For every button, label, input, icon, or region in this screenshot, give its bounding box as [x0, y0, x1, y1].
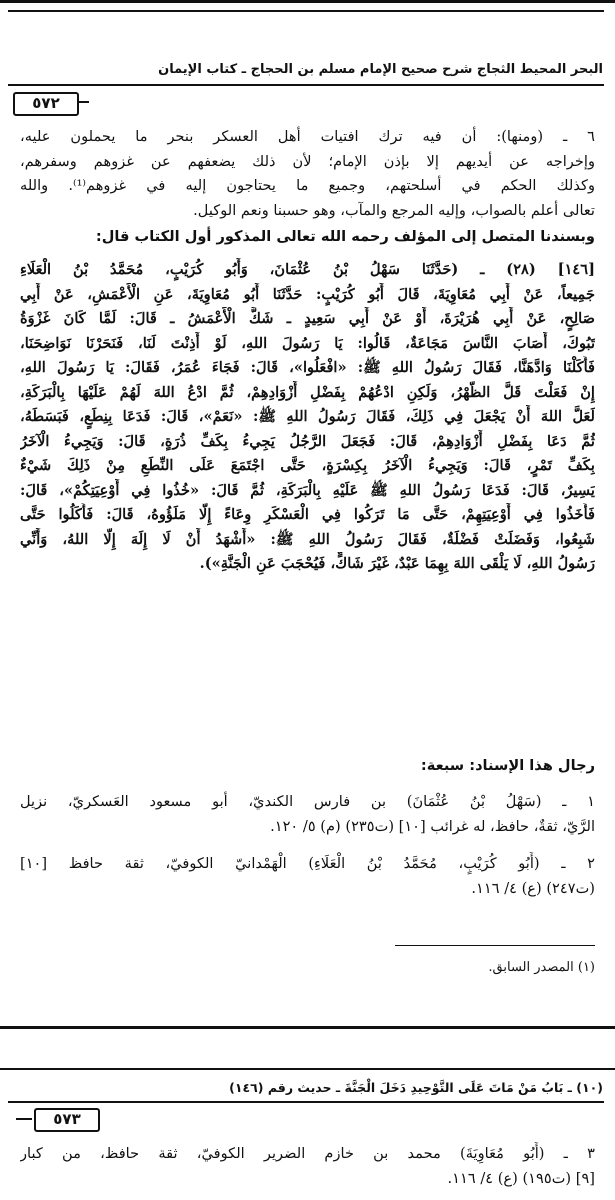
hadith-line: لَعَلَّ اللهَ أَنْ يَجْعَلَ فِي ذَلِكَ، فَقَالَ رَسُولُ اللهِ ﷺ: «نَعَمْ»، قَالَ: فَدَعَا بِنِطَعٍ، فَبَسَطَهُ،	[20, 408, 595, 425]
hadith-line: رَسُولُ اللهِ، لَا يَلْقَى اللهَ بِهِمَا عَبْدٌ، غَيْرَ شَاكٍّ، فَيُحْجَبَ عَنِ الْجَنَّةِ»).	[199, 555, 595, 572]
isnad-intro: وبسندنا المتصل إلى المؤلف رحمه الله تعالى المذكور أول الكتاب قال:	[95, 228, 595, 245]
rijal-heading: رجال هذا الإسناد: سبعة:	[420, 757, 595, 774]
hadith-line: فَأَخَذُوا فِي أَوْعِيَتِهِمْ، حَتَّى مَا تَرَكُوا فِي الْعَسْكَرِ وِعَاءً إِلَّا مَلَؤُوهُ، قَالَ: فَأَكَلُوا حَتَّى	[20, 506, 595, 523]
hadith-line: صَالِحٍ، عَنْ أَبِي هُرَيْرَةَ، أَوْ عَنْ أَبِي سَعِيدٍ ـ شَكَّ الْأَعْمَشُ ـ قَالَ: لَمَّا كَانَ غَزْوَةُ	[20, 310, 595, 327]
narrator-line: [٩] (ت١٩٥) (ع) ٤/ ١١٦.	[447, 1169, 595, 1187]
paragraph-6	[20, 125, 595, 223]
page2-top-rule	[0, 1068, 615, 1070]
narrator-2	[20, 852, 595, 901]
text-line: وإخراجه عن أيديهم إلا بإذن الإمام؛ لأن ذلك يضعفهم عن غزوهم وسفرهم،	[20, 152, 595, 170]
footnote-rule	[395, 945, 595, 946]
hadith-line: [١٤٦] (٢٨) ـ (حَدَّثَنَا سَهْلُ بْنُ عُثْمَانَ، وَأَبُو كُرَيْبٍ، مُحَمَّدُ بْنُ الْعَلَاءِ	[20, 261, 595, 278]
hadith-line: ثُمَّ دَعَا بِفَضْلِ أَزْوَادِهِمْ، قَالَ: فَجَعَلَ الرَّجُلُ يَجِيءُ بِكَفِّ ذُرَةٍ، قَالَ: وَيَجِيءُ الْآخَرُ	[20, 432, 595, 450]
page-break-rule	[0, 1026, 615, 1029]
hadith-line: يَسِيرٌ، قَالَ: فَدَعَا رَسُولُ اللهِ ﷺ عَلَيْهِ بِالْبَرَكَةِ، ثُمَّ قَالَ: «خُذُوا فِي أَوْعِيَتِكُمْ»، قَالَ:	[20, 481, 595, 499]
hadith-line: جَمِيعاً، عَنْ أَبِي مُعَاوِيَةَ، قَالَ أَبُو كُرَيْبٍ: حَدَّثَنَا أَبُو مُعَاوِيَةَ، عَنِ الْأَعْمَشِ، عَنْ أَبِي	[20, 285, 595, 303]
narrator-line: (ت٢٤٧) (ع) ٤/ ١١٦.	[471, 879, 595, 897]
hadith-line: بِكَفِّ تَمْرٍ، قَالَ: وَيَجِيءُ الْآخَرُ بِكِسْرَةٍ، حَتَّى اجْتَمَعَ عَلَى النِّطَعِ مِنْ ذَلِكَ شَيْءٌ	[20, 457, 595, 474]
hadith-line: فَأَكَلْنَا وَادَّهَنَّا، فَقَالَ رَسُولُ اللهِ ﷺ: «افْعَلُوا»، قَالَ: فَجَاءَ عُمَرُ، فَقَالَ: يَا رَسُولَ اللهِ،	[20, 359, 595, 376]
page-number-tick	[77, 101, 89, 103]
hadith-line: شَبِعُوا، وَفَضَلَتْ فَضْلَةٌ، فَقَالَ رَسُولُ اللهِ ﷺ: «أَشْهَدُ أَنْ لَا إِلَهَ إِلَّا اللهُ، وَأَنِّي	[20, 530, 595, 548]
hadith-text	[20, 258, 595, 577]
footnote: (١) المصدر السابق.	[488, 960, 595, 975]
page2-header-rule	[8, 1101, 604, 1103]
top-rule	[8, 10, 604, 12]
text-line: تعالى أعلم بالصواب، وإليه المرجع والمآب، وهو حسبنا ونعم الوكيل.	[193, 201, 595, 219]
text-line: وكذلك الحكم في أسلحتهم، وجميع ما يحتاجون إليه في غزوهم⁽¹⁾. والله	[20, 177, 595, 194]
page2-number: ٥٧٣	[34, 1108, 100, 1132]
narrator-3	[20, 1142, 595, 1191]
top-border	[0, 0, 615, 3]
narrator-line: ١ ـ (سَهْلُ بْنُ عُثْمَانَ) بن فارس الكنديّ، أبو مسعود العَسكريّ، نزيل	[20, 793, 595, 810]
narrator-line: ٣ ـ (أَبُو مُعَاوِيَةَ) محمد بن خازم الضرير الكوفيّ، ثقة حافظ، من كبار	[20, 1145, 595, 1162]
header-rule	[8, 84, 604, 86]
page2-running-header: (١٠) ـ بَابُ مَنْ مَاتَ عَلَى التَّوْحِيدِ دَخَلَ الْجَنَّةَ ـ حديث رقم (١٤٦)	[229, 1080, 603, 1095]
running-header: البحر المحيط الثجاج شرح صحيح الإمام مسلم بن الحجاج ـ كتاب الإيمان	[158, 62, 603, 77]
text-line: ٦ ـ (ومنها): أن فيه ترك افتيات أهل العسكر بنحر ما يحملون عليه،	[20, 128, 595, 145]
page2-number-tick	[16, 1118, 32, 1120]
narrator-1	[20, 790, 595, 839]
narrator-line: الرَّيّ، ثقةٌ، حافظ، له غرائب [١٠] (ت٢٣٥) (م) ٥/ ١٢٠.	[270, 817, 595, 835]
page-number: ٥٧٢	[13, 92, 79, 116]
hadith-line: تَبُوكَ، أَصَابَ النَّاسَ مَجَاعَةٌ، قَالُوا: يَا رَسُولَ اللهِ، لَوْ أَذِنْتَ لَنَا، فَنَحَرْنَا نَوَاضِحَنَا،	[20, 334, 595, 352]
hadith-line: إِنْ فَعَلْتَ قَلَّ الظَّهْرُ، وَلَكِنِ ادْعُهُمْ بِفَضْلِ أَزْوَادِهِمْ، ثُمَّ ادْعُ اللهَ لَهُمْ عَلَيْهَا بِالْبَرَكَةِ،	[20, 383, 595, 401]
narrator-line: ٢ ـ (أَبُو كُرَيْبٍ، مُحَمَّدُ بْنُ الْعَلَاءِ) الْهَمْدانيّ الكوفيّ، ثقة حافظ [١٠]	[20, 855, 595, 872]
